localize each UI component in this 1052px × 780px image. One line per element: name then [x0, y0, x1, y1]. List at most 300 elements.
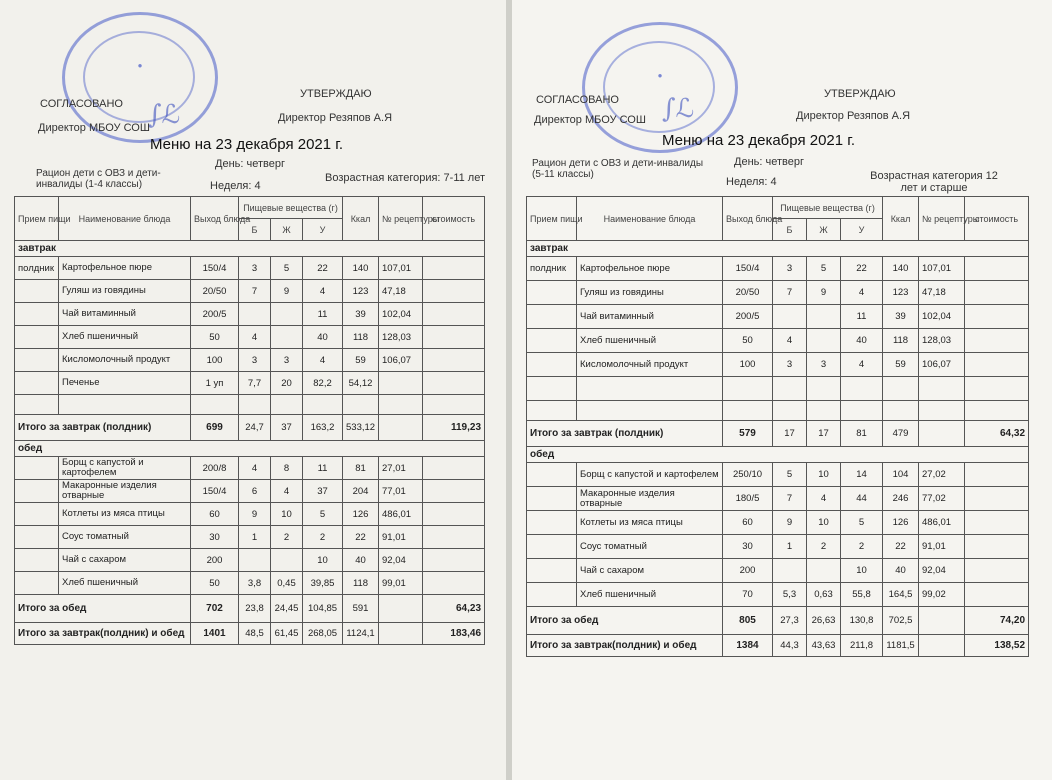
dish-carbs: 4	[303, 349, 343, 372]
dish-fat	[807, 329, 841, 353]
dish-output: 20/50	[723, 281, 773, 305]
section-lunch: обед	[527, 447, 1029, 463]
dish-cost	[965, 511, 1029, 535]
agreed-label: СОГЛАСОВАНО	[536, 94, 619, 106]
dish-name: Борщ с капустой и картофелем	[59, 457, 191, 480]
age-label: Возрастная категория	[870, 170, 983, 182]
dish-cost	[965, 257, 1029, 281]
dish-kcal: 118	[343, 326, 379, 349]
table-row	[15, 280, 485, 303]
dish-output: 180/5	[723, 487, 773, 511]
table-row	[527, 377, 1029, 401]
dish-protein: 3	[773, 257, 807, 281]
dish-output: 200/5	[723, 305, 773, 329]
dish-carbs: 2	[303, 526, 343, 549]
menu-sheet-left	[0, 0, 506, 780]
dish-fat: 10	[271, 503, 303, 526]
day-row	[215, 158, 285, 170]
total-label: Итого за завтрак(полдник) и обед	[15, 623, 191, 645]
menu-sheet-right	[512, 0, 1052, 780]
dish-cost	[423, 349, 485, 372]
day-row	[734, 156, 804, 168]
week-label: Неделя:	[726, 176, 768, 188]
week-label: Неделя:	[210, 180, 252, 192]
dish-kcal: 81	[343, 457, 379, 480]
grand-total-row	[527, 635, 1029, 657]
total-protein: 24,7	[239, 415, 271, 441]
dish-cost	[423, 280, 485, 303]
empty-cell	[527, 401, 577, 421]
total-recipe	[919, 421, 965, 447]
breakfast-total-row	[527, 421, 1029, 447]
dish-carbs: 5	[303, 503, 343, 526]
dish-fat: 3	[807, 353, 841, 377]
dish-recipe-number: 77,02	[919, 487, 965, 511]
dish-output: 100	[723, 353, 773, 377]
dish-recipe-number: 92,04	[919, 559, 965, 583]
dish-kcal: 164,5	[883, 583, 919, 607]
table-row	[15, 349, 485, 372]
dish-recipe-number	[379, 372, 423, 395]
meal-label	[15, 349, 59, 372]
approve-label: УТВЕРЖДАЮ	[300, 88, 372, 100]
dish-output: 60	[191, 503, 239, 526]
dish-output: 250/10	[723, 463, 773, 487]
section-breakfast: завтрак	[15, 241, 485, 257]
dish-name: Борщ с капустой и картофелем	[577, 463, 723, 487]
dish-protein: 1	[239, 526, 271, 549]
total-label: Итого за завтрак (полдник)	[527, 421, 723, 447]
total-output: 805	[723, 607, 773, 635]
dish-protein: 7	[773, 487, 807, 511]
meal-label	[15, 572, 59, 595]
director-signature: ∫ℒ	[662, 94, 695, 124]
approve-label: УТВЕРЖДАЮ	[824, 88, 896, 100]
col-header-fat: Ж	[271, 219, 303, 241]
table-row	[527, 463, 1029, 487]
table-row	[15, 480, 485, 503]
col-header-output: Выход блюда	[723, 197, 773, 241]
header-row	[15, 197, 485, 219]
dish-carbs: 11	[303, 303, 343, 326]
dish-recipe-number: 99,01	[379, 572, 423, 595]
table-row	[15, 572, 485, 595]
dish-kcal: 39	[343, 303, 379, 326]
age-value: 7-11 лет	[443, 172, 486, 184]
dish-kcal: 140	[343, 257, 379, 280]
empty-cell	[303, 395, 343, 415]
col-header-fat: Ж	[807, 219, 841, 241]
table-row	[15, 503, 485, 526]
total-fat: 43,63	[807, 635, 841, 657]
table-row	[527, 535, 1029, 559]
dish-carbs: 37	[303, 480, 343, 503]
meal-label	[527, 329, 577, 353]
total-label: Итого за обед	[527, 607, 723, 635]
total-fat: 37	[271, 415, 303, 441]
dish-cost	[965, 353, 1029, 377]
week-value: 4	[254, 180, 261, 192]
empty-cell	[807, 401, 841, 421]
total-label: Итого за завтрак(полдник) и обед	[527, 635, 723, 657]
total-output: 702	[191, 595, 239, 623]
table-row	[527, 329, 1029, 353]
dish-cost	[965, 535, 1029, 559]
empty-cell	[773, 401, 807, 421]
dish-fat: 5	[271, 257, 303, 280]
dish-kcal: 22	[343, 526, 379, 549]
dish-name: Кисломолочный продукт	[577, 353, 723, 377]
dish-carbs: 55,8	[841, 583, 883, 607]
empty-cell	[883, 401, 919, 421]
total-protein: 48,5	[239, 623, 271, 645]
dish-name: Чай с сахаром	[577, 559, 723, 583]
dish-name: Печенье	[59, 372, 191, 395]
col-header-kcal: Ккал	[343, 197, 379, 241]
dish-name	[577, 377, 723, 401]
dish-recipe-number: 107,01	[379, 257, 423, 280]
page-title: Меню на 23 декабря 2021 г.	[150, 136, 344, 153]
section-row	[15, 441, 485, 457]
dish-protein: 7,7	[239, 372, 271, 395]
meal-label	[15, 457, 59, 480]
total-fat: 17	[807, 421, 841, 447]
total-carbs: 81	[841, 421, 883, 447]
dish-carbs: 2	[841, 535, 883, 559]
dish-fat: 8	[271, 457, 303, 480]
dish-recipe-number: 27,02	[919, 463, 965, 487]
col-header-kcal: Ккал	[883, 197, 919, 241]
dish-cost	[965, 281, 1029, 305]
total-protein: 44,3	[773, 635, 807, 657]
col-header-meal: Прием пищи	[15, 197, 59, 241]
dish-output	[723, 377, 773, 401]
col-header-dish: Наименование блюда	[59, 197, 191, 241]
dish-recipe-number: 91,01	[919, 535, 965, 559]
header-row	[527, 197, 1029, 219]
dish-name: Картофельное пюре	[59, 257, 191, 280]
total-recipe	[379, 595, 423, 623]
total-cost: 119,23	[423, 415, 485, 441]
dish-protein	[773, 305, 807, 329]
meal-label	[527, 511, 577, 535]
table-row	[527, 511, 1029, 535]
ration-label: Рацион дети с ОВЗ и дети-инвалиды (5-11 классы)	[532, 158, 704, 180]
section-breakfast: завтрак	[527, 241, 1029, 257]
col-header-cost: стоимость	[423, 197, 485, 241]
total-carbs: 130,8	[841, 607, 883, 635]
dish-kcal: 59	[883, 353, 919, 377]
dish-kcal: 118	[343, 572, 379, 595]
table-row	[15, 457, 485, 480]
dish-recipe-number: 106,07	[919, 353, 965, 377]
dish-output: 200/8	[191, 457, 239, 480]
dish-recipe-number: 77,01	[379, 480, 423, 503]
total-output: 699	[191, 415, 239, 441]
table-row	[15, 326, 485, 349]
dish-output: 1 уп	[191, 372, 239, 395]
dish-kcal: 204	[343, 480, 379, 503]
dish-recipe-number: 47,18	[379, 280, 423, 303]
total-carbs: 268,05	[303, 623, 343, 645]
dish-kcal: 104	[883, 463, 919, 487]
meal-label	[527, 535, 577, 559]
menu-table	[526, 196, 1029, 657]
dish-kcal: 40	[343, 549, 379, 572]
meal-label	[15, 503, 59, 526]
empty-cell	[239, 395, 271, 415]
dish-fat: 4	[807, 487, 841, 511]
total-kcal: 1181,5	[883, 635, 919, 657]
dish-recipe-number: 107,01	[919, 257, 965, 281]
total-output: 1384	[723, 635, 773, 657]
meal-label	[527, 281, 577, 305]
col-header-recipe: № рецептуры	[919, 197, 965, 241]
dish-kcal: 40	[883, 559, 919, 583]
dish-protein: 3	[239, 257, 271, 280]
table-row	[15, 549, 485, 572]
dish-fat: 0,63	[807, 583, 841, 607]
dish-kcal: 140	[883, 257, 919, 281]
total-kcal: 702,5	[883, 607, 919, 635]
total-kcal: 1124,1	[343, 623, 379, 645]
total-carbs: 163,2	[303, 415, 343, 441]
total-fat: 24,45	[271, 595, 303, 623]
dish-carbs: 11	[841, 305, 883, 329]
dish-protein: 9	[239, 503, 271, 526]
dish-fat	[807, 559, 841, 583]
dish-protein: 4	[239, 326, 271, 349]
total-cost: 138,52	[965, 635, 1029, 657]
dish-kcal: 123	[883, 281, 919, 305]
col-header-meal: Прием пищи	[527, 197, 577, 241]
dish-kcal: 246	[883, 487, 919, 511]
total-protein: 23,8	[239, 595, 271, 623]
total-label: Итого за завтрак (полдник)	[15, 415, 191, 441]
ration-label: Рацион дети с ОВЗ и дети-инвалиды (1-4 классы)	[36, 168, 161, 190]
total-label: Итого за обед	[15, 595, 191, 623]
total-carbs: 211,8	[841, 635, 883, 657]
table-row	[527, 559, 1029, 583]
age-row	[325, 172, 485, 184]
dish-fat	[271, 549, 303, 572]
day-value: четверг	[246, 158, 285, 170]
day-label: День:	[734, 156, 763, 168]
meal-label	[15, 303, 59, 326]
lunch-total-row	[15, 595, 485, 623]
empty-row	[527, 401, 1029, 421]
dish-carbs: 4	[303, 280, 343, 303]
lunch-total-row	[527, 607, 1029, 635]
week-row	[210, 180, 261, 192]
empty-cell	[379, 395, 423, 415]
table-row	[527, 353, 1029, 377]
meal-label	[15, 480, 59, 503]
dish-cost	[423, 572, 485, 595]
age-label: Возрастная категория:	[325, 172, 441, 184]
director-name: Директор Резяпов А.Я	[278, 112, 393, 124]
col-header-output: Выход блюда	[191, 197, 239, 241]
col-header-nutrients: Пищевые вещества (г)	[239, 197, 343, 219]
empty-cell	[577, 401, 723, 421]
dish-carbs: 82,2	[303, 372, 343, 395]
empty-cell	[965, 401, 1029, 421]
school-seal-stamp: ●	[582, 22, 738, 153]
dish-carbs: 10	[841, 559, 883, 583]
dish-protein: 5	[773, 463, 807, 487]
dish-name: Хлеб пшеничный	[577, 329, 723, 353]
total-kcal: 479	[883, 421, 919, 447]
dish-recipe-number: 486,01	[919, 511, 965, 535]
dish-output: 150/4	[191, 257, 239, 280]
empty-row	[15, 395, 485, 415]
dish-output: 70	[723, 583, 773, 607]
dish-cost	[423, 549, 485, 572]
dish-cost	[423, 372, 485, 395]
table-row	[527, 257, 1029, 281]
col-header-cost: стоимость	[965, 197, 1029, 241]
total-protein: 27,3	[773, 607, 807, 635]
dish-name: Хлеб пшеничный	[59, 572, 191, 595]
menu-table	[14, 196, 485, 645]
director-signature: ∫ℒ	[148, 100, 181, 130]
col-header-recipe: № рецептуры	[379, 197, 423, 241]
page-title: Меню на 23 декабря 2021 г.	[662, 132, 856, 149]
dish-name: Соус томатный	[577, 535, 723, 559]
dish-output: 20/50	[191, 280, 239, 303]
director-school-label: Директор МБОУ СОШ	[534, 114, 646, 126]
total-output: 1401	[191, 623, 239, 645]
age-value: 12 лет и старше	[900, 170, 998, 194]
dish-recipe-number	[919, 377, 965, 401]
day-value: четверг	[765, 156, 804, 168]
section-lunch: обед	[15, 441, 485, 457]
grand-total-row	[15, 623, 485, 645]
table-row	[527, 281, 1029, 305]
dish-carbs: 22	[303, 257, 343, 280]
dish-protein: 4	[773, 329, 807, 353]
total-fat: 61,45	[271, 623, 303, 645]
day-label: День:	[215, 158, 244, 170]
dish-protein: 5,3	[773, 583, 807, 607]
table-row	[15, 257, 485, 280]
empty-cell	[423, 395, 485, 415]
dish-protein: 1	[773, 535, 807, 559]
empty-cell	[15, 395, 59, 415]
col-header-carbs: У	[841, 219, 883, 241]
dish-name: Котлеты из мяса птицы	[59, 503, 191, 526]
dish-cost	[423, 526, 485, 549]
section-row	[527, 241, 1029, 257]
dish-recipe-number: 128,03	[379, 326, 423, 349]
dish-name: Хлеб пшеничный	[59, 326, 191, 349]
dish-output: 50	[191, 326, 239, 349]
breakfast-total-row	[15, 415, 485, 441]
dish-recipe-number: 102,04	[379, 303, 423, 326]
meal-label	[15, 549, 59, 572]
dish-name: Чай витаминный	[59, 303, 191, 326]
dish-cost	[423, 457, 485, 480]
dish-kcal	[883, 377, 919, 401]
dish-fat: 9	[271, 280, 303, 303]
empty-cell	[271, 395, 303, 415]
dish-carbs: 14	[841, 463, 883, 487]
total-cost: 74,20	[965, 607, 1029, 635]
director-school-label: Директор МБОУ СОШ	[38, 122, 150, 134]
dish-fat: 4	[271, 480, 303, 503]
dish-name: Хлеб пшеничный	[577, 583, 723, 607]
dish-carbs: 44	[841, 487, 883, 511]
dish-carbs: 39,85	[303, 572, 343, 595]
dish-cost	[965, 305, 1029, 329]
dish-protein	[239, 549, 271, 572]
dish-cost	[423, 303, 485, 326]
dish-fat: 10	[807, 511, 841, 535]
dish-cost	[965, 559, 1029, 583]
dish-fat: 2	[271, 526, 303, 549]
dish-kcal: 123	[343, 280, 379, 303]
dish-output: 30	[723, 535, 773, 559]
dish-name: Кисломолочный продукт	[59, 349, 191, 372]
col-header-protein: Б	[773, 219, 807, 241]
table-row	[527, 305, 1029, 329]
dish-kcal: 54,12	[343, 372, 379, 395]
dish-carbs: 22	[841, 257, 883, 281]
dish-recipe-number: 91,01	[379, 526, 423, 549]
dish-carbs: 40	[303, 326, 343, 349]
dish-cost	[423, 326, 485, 349]
meal-label	[527, 487, 577, 511]
meal-label: полдник	[527, 257, 577, 281]
dish-recipe-number: 486,01	[379, 503, 423, 526]
dish-recipe-number: 102,04	[919, 305, 965, 329]
empty-cell	[59, 395, 191, 415]
dish-carbs	[841, 377, 883, 401]
total-fat: 26,63	[807, 607, 841, 635]
total-kcal: 591	[343, 595, 379, 623]
dish-protein: 3,8	[239, 572, 271, 595]
dish-cost	[965, 463, 1029, 487]
dish-carbs: 40	[841, 329, 883, 353]
meal-label	[527, 377, 577, 401]
dish-name: Гуляш из говядины	[59, 280, 191, 303]
dish-cost	[423, 257, 485, 280]
dish-protein: 4	[239, 457, 271, 480]
dish-fat: 5	[807, 257, 841, 281]
total-output: 579	[723, 421, 773, 447]
dish-cost	[423, 503, 485, 526]
dish-fat: 2	[807, 535, 841, 559]
total-recipe	[919, 635, 965, 657]
section-row	[527, 447, 1029, 463]
dish-cost	[423, 480, 485, 503]
total-recipe	[919, 607, 965, 635]
meal-label	[527, 583, 577, 607]
table-row	[527, 487, 1029, 511]
table-row	[527, 583, 1029, 607]
dish-protein	[239, 303, 271, 326]
total-carbs: 104,85	[303, 595, 343, 623]
dish-fat	[271, 326, 303, 349]
dish-output: 30	[191, 526, 239, 549]
empty-cell	[191, 395, 239, 415]
empty-cell	[919, 401, 965, 421]
meal-label	[15, 280, 59, 303]
total-cost: 183,46	[423, 623, 485, 645]
dish-fat	[807, 305, 841, 329]
dish-output: 60	[723, 511, 773, 535]
dish-output: 50	[723, 329, 773, 353]
